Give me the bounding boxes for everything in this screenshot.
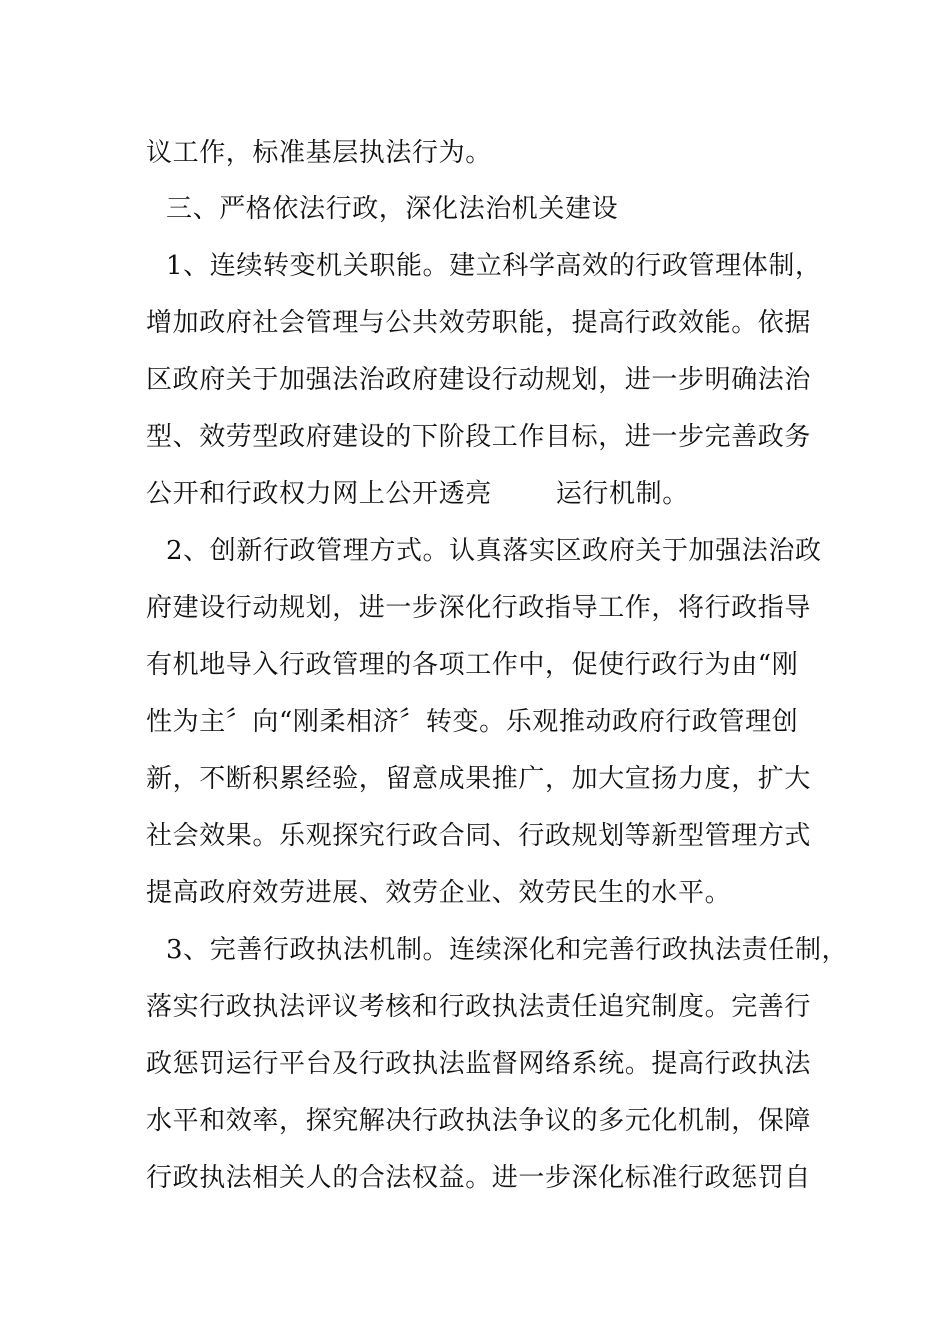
paragraph-2-line: 2、创新行政管理方式。认真落实区政府关于加强法治政 [166,536,822,566]
paragraph-1-line [146,474,689,514]
text-line: 议工作，标准基层执法行为。 [146,138,492,168]
paragraph-2-line: 新，不断积累经验，留意成果推广，加大宣扬力度，扩大 [146,764,812,794]
paragraph-2-line: 提高政府效劳进展、效劳企业、效劳民生的水平。 [146,878,732,908]
section-heading: 三、严格依法行政，深化法治机关建设 [166,194,619,224]
paragraph-3-line: 3、完善行政执法机制。连续深化和完善行政执法责任制， [166,935,849,965]
paragraph-2-line: 府建设行动规划，进一步深化行政指导工作，将行政指导 [146,593,812,623]
paragraph-1-line: 型、效劳型政府建设的下阶段工作目标，进一步完善政务 [146,422,812,452]
paragraph-1-text: 运行机制。 [555,479,689,509]
paragraph-3-line: 落实行政执法评议考核和行政执法责任追究制度。完善行 [146,992,812,1022]
paragraph-3-line: 政惩罚运行平台及行政执法监督网络系统。提高行政执法 [146,1049,812,1079]
paragraph-1-text: 公开和行政权力网上公开透亮 [146,479,492,509]
paragraph-3-line: 行政执法相关人的合法权益。进一步深化标准行政惩罚自 [146,1163,812,1193]
paragraph-1-line: 区政府关于加强法治政府建设行动规划，进一步明确法治 [146,365,812,395]
paragraph-2-line: 社会效果。乐观探究行政合同、行政规划等新型管理方式 [146,821,812,851]
paragraph-2-line: 性为主〞向“刚柔相济〞转变。乐观推动政府行政管理创 [146,707,799,737]
paragraph-1-line: 1、连续转变机关职能。建立科学高效的行政管理体制， [166,251,822,281]
paragraph-3-line: 水平和效率，探究解决行政执法争议的多元化机制，保障 [146,1106,812,1136]
paragraph-1-line: 增加政府社会管理与公共效劳职能，提高行政效能。依据 [146,308,812,338]
paragraph-2-line: 有机地导入行政管理的各项工作中，促使行政行为由“刚 [146,650,799,680]
